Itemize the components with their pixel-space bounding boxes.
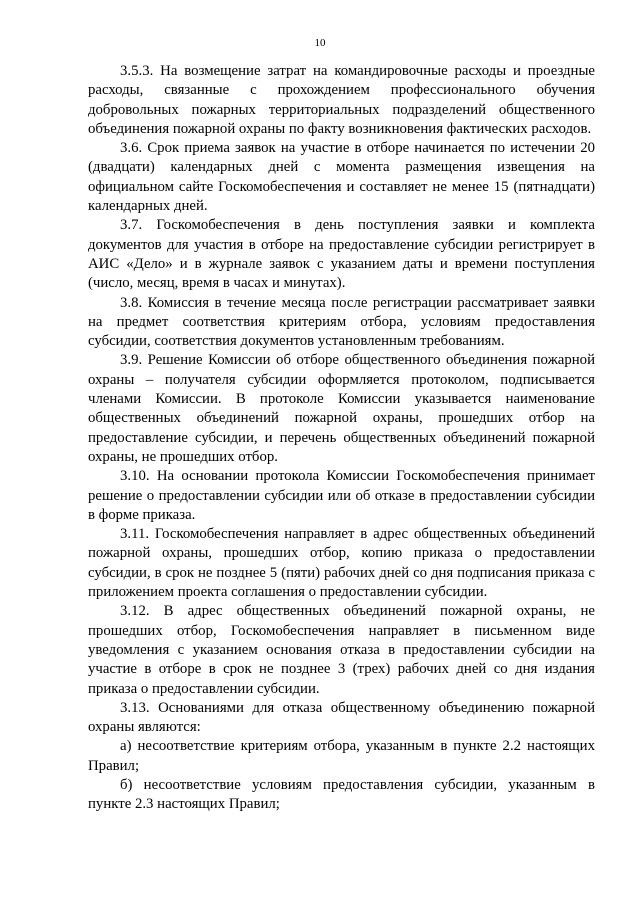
paragraph-3-8: 3.8. Комиссия в течение месяца после регистрации рассматривает заявки на предмет соответствия критериям отбора, условиям предоставления субсидии, соответствия документов установленным требованиям. [88,294,595,350]
paragraph-3-6: 3.6. Срок приема заявок на участие в отборе начинается по истечении 20 (двадцати) календарных дней с момента размещения извещения на официальном сайте Госкомобеспечения и составляет не менее 15 (пятнадцати) календарных дней. [88,140,595,215]
paragraph-3-7: 3.7. Госкомобеспечения в день поступления заявки и комплекта документов для участия в отборе на предоставление субсидии регистрирует в АИС «Дело» и в журнале заявок с указанием даты и времени поступления (число, месяц, время в часах и минутах). [88,217,595,292]
document-body [88,62,595,815]
list-item-b: б) несоответствие условиям предоставления субсидии, указанным в пункте 2.3 настоящих Правил; [88,776,595,813]
list-item-a: а) несоответствие критериям отбора, указанным в пункте 2.2 настоящих Правил; [88,738,595,774]
paragraph-3-10: 3.10. На основании протокола Комиссии Госкомобеспечения принимает решение о предоставлении субсидии или об отказе в предоставлении субсидии в форме приказа. [88,468,595,523]
page-number: 10 [314,37,326,49]
paragraph-3-13: 3.13. Основаниями для отказа общественному объединению пожарной охраны являются: [88,699,595,736]
paragraph-3-11: 3.11. Госкомобеспечения направляет в адрес общественных объединений пожарной охраны, прошедших отбор, копию приказа о предоставлении субсидии, в срок не позднее 5 (пяти) рабочих дней со дня подписания приказа с приложением проекта соглашения о предоставлении субсидии. [88,526,595,601]
paragraph-3-9: 3.9. Решение Комиссии об отборе общественного объединения пожарной охраны – получателя субсидии оформляется протоколом, подписывается членами Комиссии. В протоколе Комиссии указывается наименование общественных объединений пожарной охраны, прошедших отбор на предоставление субсидии, и перечень общественных объединений пожарной охраны, не прошедших отбор. [88,352,595,465]
paragraph-3-5-3: 3.5.3. На возмещение затрат на командировочные расходы и проездные расходы, связанные с прохождением профессионального обучения добровольных пожарных территориальных подразделений общественного объединения пожарной охраны по факту возникновения фактических расходов. [88,63,595,137]
paragraph-3-12: 3.12. В адрес общественных объединений пожарной охраны, не прошедших отбор, Госкомобеспечения направляет в письменном виде уведомления с указанием основания отказа в предоставлении субсидии на участие в отборе в срок не позднее 3 (трех) рабочих дней со дня издания приказа о предоставлении субсидии. [88,603,595,697]
